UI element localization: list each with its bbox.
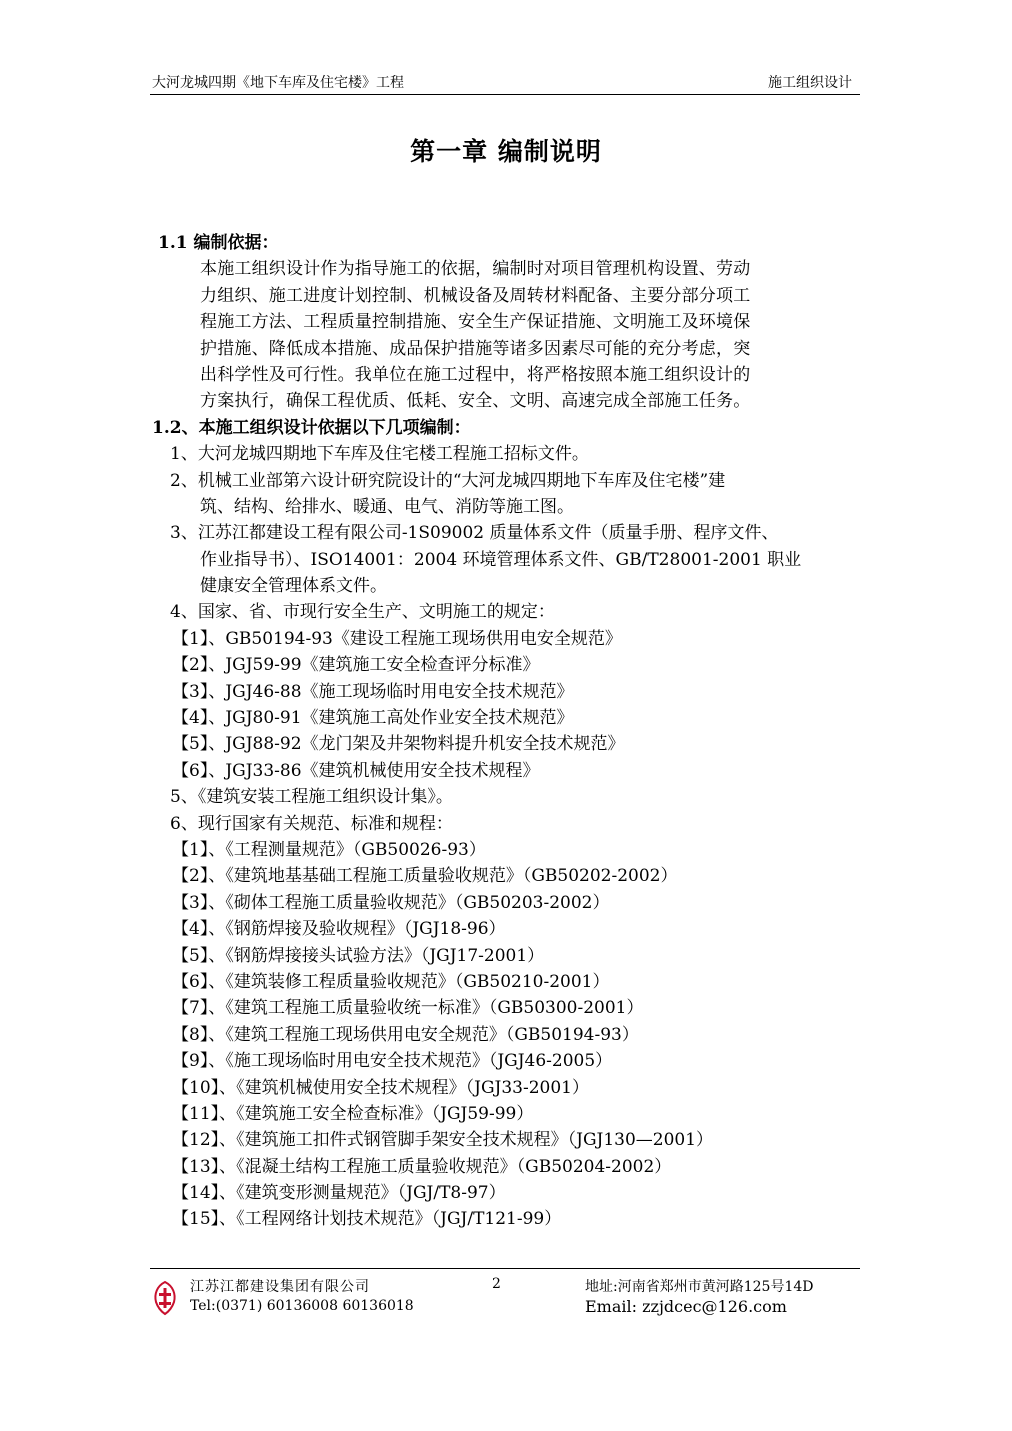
text-line: 作业指导书）、ISO14001：2004 环境管理体系文件、GB/T28001-2001 职业 <box>200 549 802 570</box>
text-line: 1.1 编制依据： <box>158 233 279 253</box>
text-line: 【13】、《混凝土结构工程施工质量验收规范》（GB50204-2002） <box>172 1156 672 1177</box>
text-line: 【10】、《建筑机械使用安全技术规程》（JGJ33-2001） <box>172 1077 589 1098</box>
text-line: 【2】、JGJ59-99《建筑施工安全检查评分标准》 <box>172 655 540 676</box>
footer-address: 地址:河南省郑州市黄河路125号14D <box>585 1279 814 1295</box>
text-line: 【12】、《建筑施工扣件式钢管脚手架安全技术规程》（JGJ130—2001） <box>172 1130 714 1151</box>
text-line: 健康安全管理体系文件。 <box>200 576 387 597</box>
text-line: 【1】、《工程测量规范》（GB50026-93） <box>172 839 486 860</box>
text-line: 【4】、《钢筋焊接及验收规程》（JGJ18-96） <box>172 919 506 940</box>
text-line: 【4】、JGJ80-91《建筑施工高处作业安全技术规范》 <box>172 708 574 729</box>
text-line: 【5】、《钢筋焊接接头试验方法》（JGJ17-2001） <box>172 945 545 966</box>
text-line: 4、国家、省、市现行安全生产、文明施工的规定： <box>170 602 555 623</box>
text-line: 筑、结构、给排水、暖通、电气、消防等施工图。 <box>200 496 574 517</box>
text-line: 【3】、JGJ46-88《施工现场临时用电安全技术规范》 <box>172 681 574 702</box>
text-line: 5、《建筑安装工程施工组织设计集》。 <box>170 787 453 808</box>
text-line: 力组织、施工进度计划控制、机械设备及周转材料配备、主要分部分项工 <box>200 285 751 306</box>
text-line: 【9】、《施工现场临时用电安全技术规范》（JGJ46-2005） <box>172 1051 613 1072</box>
text-line: 方案执行，确保工程优质、低耗、安全、文明、高速完成全部施工任务。 <box>200 391 751 412</box>
text-line: 【14】、《建筑变形测量规范》（JGJ/T8-97） <box>172 1183 506 1204</box>
header-project-name: 大河龙城四期《地下车库及住宅楼》工程 <box>152 75 404 91</box>
document-body <box>152 230 864 1233</box>
page-number: 2 <box>492 1276 501 1292</box>
page-header <box>150 72 860 95</box>
text-line: 程施工方法、工程质量控制措施、安全生产保证措施、文明施工及环境保 <box>200 312 751 333</box>
text-line: 【11】、《建筑施工安全检查标准》（JGJ59-99） <box>172 1103 534 1124</box>
text-line: 【5】、JGJ88-92《龙门架及井架物料提升机安全技术规范》 <box>172 734 625 755</box>
header-doc-type: 施工组织设计 <box>768 75 852 91</box>
text-line: 6、现行国家有关规范、标准和规程： <box>170 813 453 834</box>
text-line: 【8】、《建筑工程施工现场供用电安全规范》（GB50194-93） <box>172 1024 639 1045</box>
text-line: 本施工组织设计作为指导施工的依据，编制时对项目管理机构设置、劳动 <box>200 259 751 280</box>
chapter-title: 第一章 编制说明 <box>410 137 602 166</box>
footer-tel: Tel:(0371) 60136008 60136018 <box>190 1298 414 1314</box>
text-line: 【15】、《工程网络计划技术规范》（JGJ/T121-99） <box>172 1209 562 1230</box>
text-line: 【6】、《建筑装修工程质量验收规范》（GB50210-2001） <box>172 971 610 992</box>
text-line: 2、机械工业部第六设计研究院设计的“大河龙城四期地下车库及住宅楼”建 <box>170 470 726 491</box>
text-line: 1.2、本施工组织设计依据以下几项编制： <box>152 417 471 438</box>
text-line: 【6】、JGJ33-86《建筑机械使用安全技术规程》 <box>172 760 540 781</box>
text-line: 出科学性及可行性。我单位在施工过程中，将严格按照本施工组织设计的 <box>200 364 751 385</box>
footer-email: Email: zzjdcec@126.com <box>585 1297 787 1316</box>
text-line: 【1】、GB50194-93《建设工程施工现场供用电安全规范》 <box>172 628 622 649</box>
text-line: 【7】、《建筑工程施工质量验收统一标准》（GB50300-2001） <box>172 998 644 1019</box>
text-line: 【2】、《建筑地基基础工程施工质量验收规范》（GB50202-2002） <box>172 866 678 887</box>
text-line: 1、大河龙城四期地下车库及住宅楼工程施工招标文件。 <box>170 444 589 465</box>
footer-divider <box>150 1268 860 1269</box>
company-logo-icon <box>150 1280 180 1316</box>
footer-company: 江苏江都建设集团有限公司 <box>190 1279 370 1295</box>
text-line: 护措施、降低成本措施、成品保护措施等诸多因素尽可能的充分考虑，突 <box>200 338 751 359</box>
text-line: 【3】、《砌体工程施工质量验收规范》（GB50203-2002） <box>172 892 610 913</box>
text-line: 3、江苏江都建设工程有限公司-1S09002 质量体系文件（质量手册、程序文件、 <box>170 523 779 544</box>
